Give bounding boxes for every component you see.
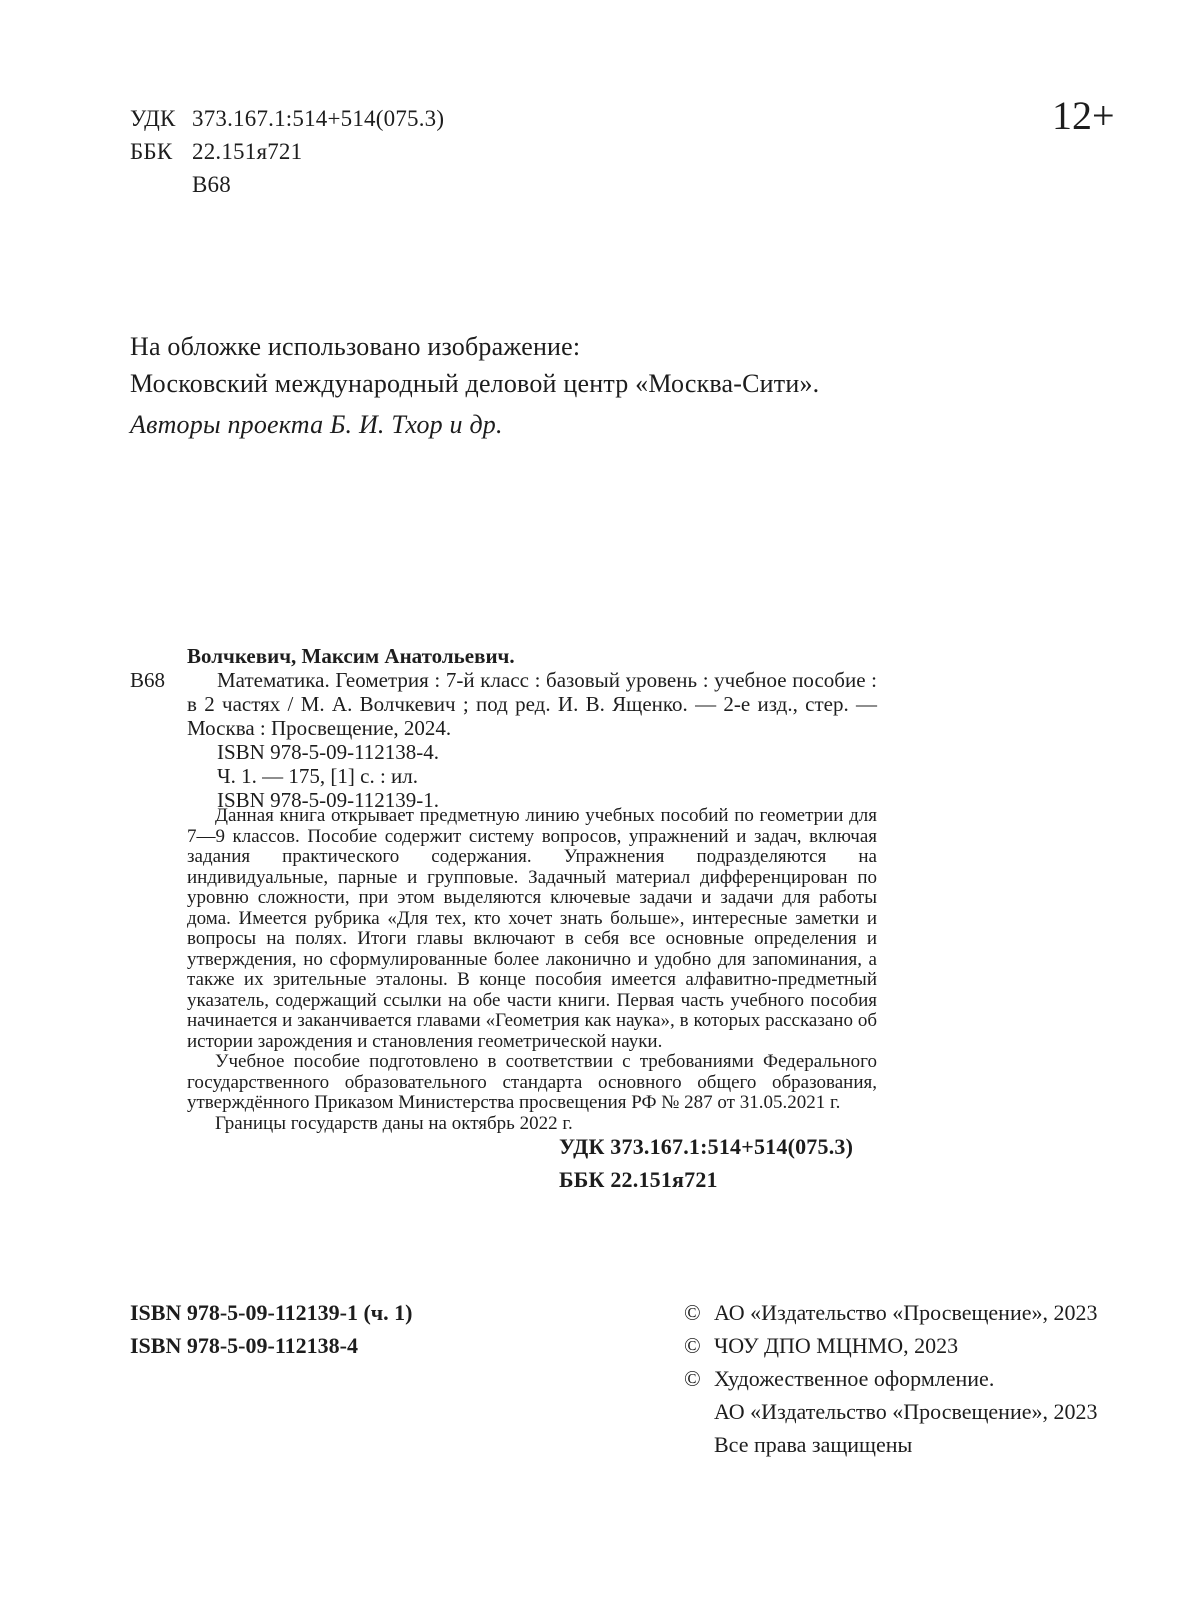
annotation: [187, 806, 877, 1134]
copyright-line: [684, 1329, 1098, 1362]
cover-note-line1: На обложке использовано изображение:: [130, 332, 581, 361]
copyright-icon: ©: [684, 1366, 701, 1391]
annotation-paragraph-3: Границы государств даны на октябрь 2022 г.: [215, 1112, 573, 1134]
bib-description: Математика. Геометрия : 7-й класс : базовый уровень : учебное пособие : в 2 частях / М. А. Волчкевич ; под ред. И. В. Ященко. — 2-е изд., стер. — Москва : Просвещение, 2024.: [187, 668, 877, 740]
copyright-line: [684, 1395, 1098, 1428]
copyright-text: АО «Издательство «Просвещение», 2023: [714, 1300, 1098, 1325]
classification-block: [559, 1130, 853, 1196]
copyright-text: Художественное оформление.: [714, 1366, 995, 1391]
classification-udk: УДК 373.167.1:514+514(075.3): [559, 1134, 854, 1159]
author-sign-row: [130, 168, 444, 201]
bbk-value: 22.151я721: [192, 139, 303, 164]
udk-label: УДК: [130, 106, 176, 131]
bib-isbn-part: ISBN 978-5-09-112139-1.: [217, 788, 440, 812]
bbk-label: ББК: [130, 139, 173, 164]
author-sign: В68: [192, 172, 231, 197]
udk-row: [130, 102, 444, 135]
classification-bbk: ББК 22.151я721: [559, 1167, 718, 1192]
bib-author: Волчкевич, Максим Анатольевич.: [187, 644, 515, 668]
bib-isbn-full: ISBN 978-5-09-112138-4.: [217, 740, 440, 764]
footer-isbn-full: ISBN 978-5-09-112138-4: [130, 1333, 358, 1358]
copyright-line: [684, 1428, 1098, 1461]
copyright-line: [684, 1362, 1098, 1395]
footer-isbn-block: [130, 1296, 413, 1362]
copyright-symbol-empty: [684, 1395, 714, 1428]
bib-author-sign: В68: [130, 668, 166, 692]
cover-project-authors: Авторы проекта Б. И. Тхор и др.: [130, 410, 503, 439]
annotation-paragraph-1: Данная книга открывает предметную линию учебных пособий по геометрии для 7—9 классов. Пособие содержит систему вопросов, упражнений и задач, включая задания практического содержания. Упражнения подразделяются на индивидуальные, парные и групповые. Задачный материал дифференцирован по уровню сложности, при этом выделяются ключевые задачи и задачи для работы дома. Имеется рубрика «Для тех, кто хочет знать больше», интересные заметки и вопросы на полях. Итоги главы включают в себя все основные определения и утверждения, но сформулированные более лаконично и удобно для запоминания, а также их зрительные эталоны. В конце пособия имеется алфавитно-предметный указатель, содержащий ссылки на обе части книги. Первая часть учебного пособия начинается и заканчивается главами «Геометрия как наука», в которых рассказано об истории зарождения и становления геометрической науки.: [187, 805, 877, 1052]
footer-copyright-block: [684, 1296, 1098, 1461]
copyright-symbol-empty: [684, 1428, 714, 1461]
author-sign-spacer: [130, 168, 192, 201]
bibliographic-entry: [187, 644, 877, 812]
cover-note-line2: Московский международный деловой центр «Москва-Сити».: [130, 369, 820, 398]
copyright-icon: ©: [684, 1333, 701, 1358]
age-rating-badge: 12+: [1052, 93, 1115, 138]
annotation-paragraph-2: Учебное пособие подготовлено в соответствии с требованиями Федерального государственного образовательного стандарта основного общего образования, утверждённого Приказом Министерства просвещения РФ № 287 от 31.05.2021 г.: [187, 1051, 877, 1113]
copyright-text: Все права защищены: [714, 1432, 913, 1457]
footer-isbn-part: ISBN 978-5-09-112139-1 (ч. 1): [130, 1300, 413, 1325]
copyright-icon: ©: [684, 1300, 701, 1325]
bib-part-info: Ч. 1. — 175, [1] с. : ил.: [217, 764, 419, 788]
copyright-text: АО «Издательство «Просвещение», 2023: [714, 1399, 1098, 1424]
bbk-row: [130, 135, 444, 168]
top-classification-block: [130, 102, 444, 201]
udk-value: 373.167.1:514+514(075.3): [192, 106, 445, 131]
cover-note: [130, 328, 819, 443]
copyright-text: ЧОУ ДПО МЦНМО, 2023: [714, 1333, 959, 1358]
copyright-line: [684, 1296, 1098, 1329]
